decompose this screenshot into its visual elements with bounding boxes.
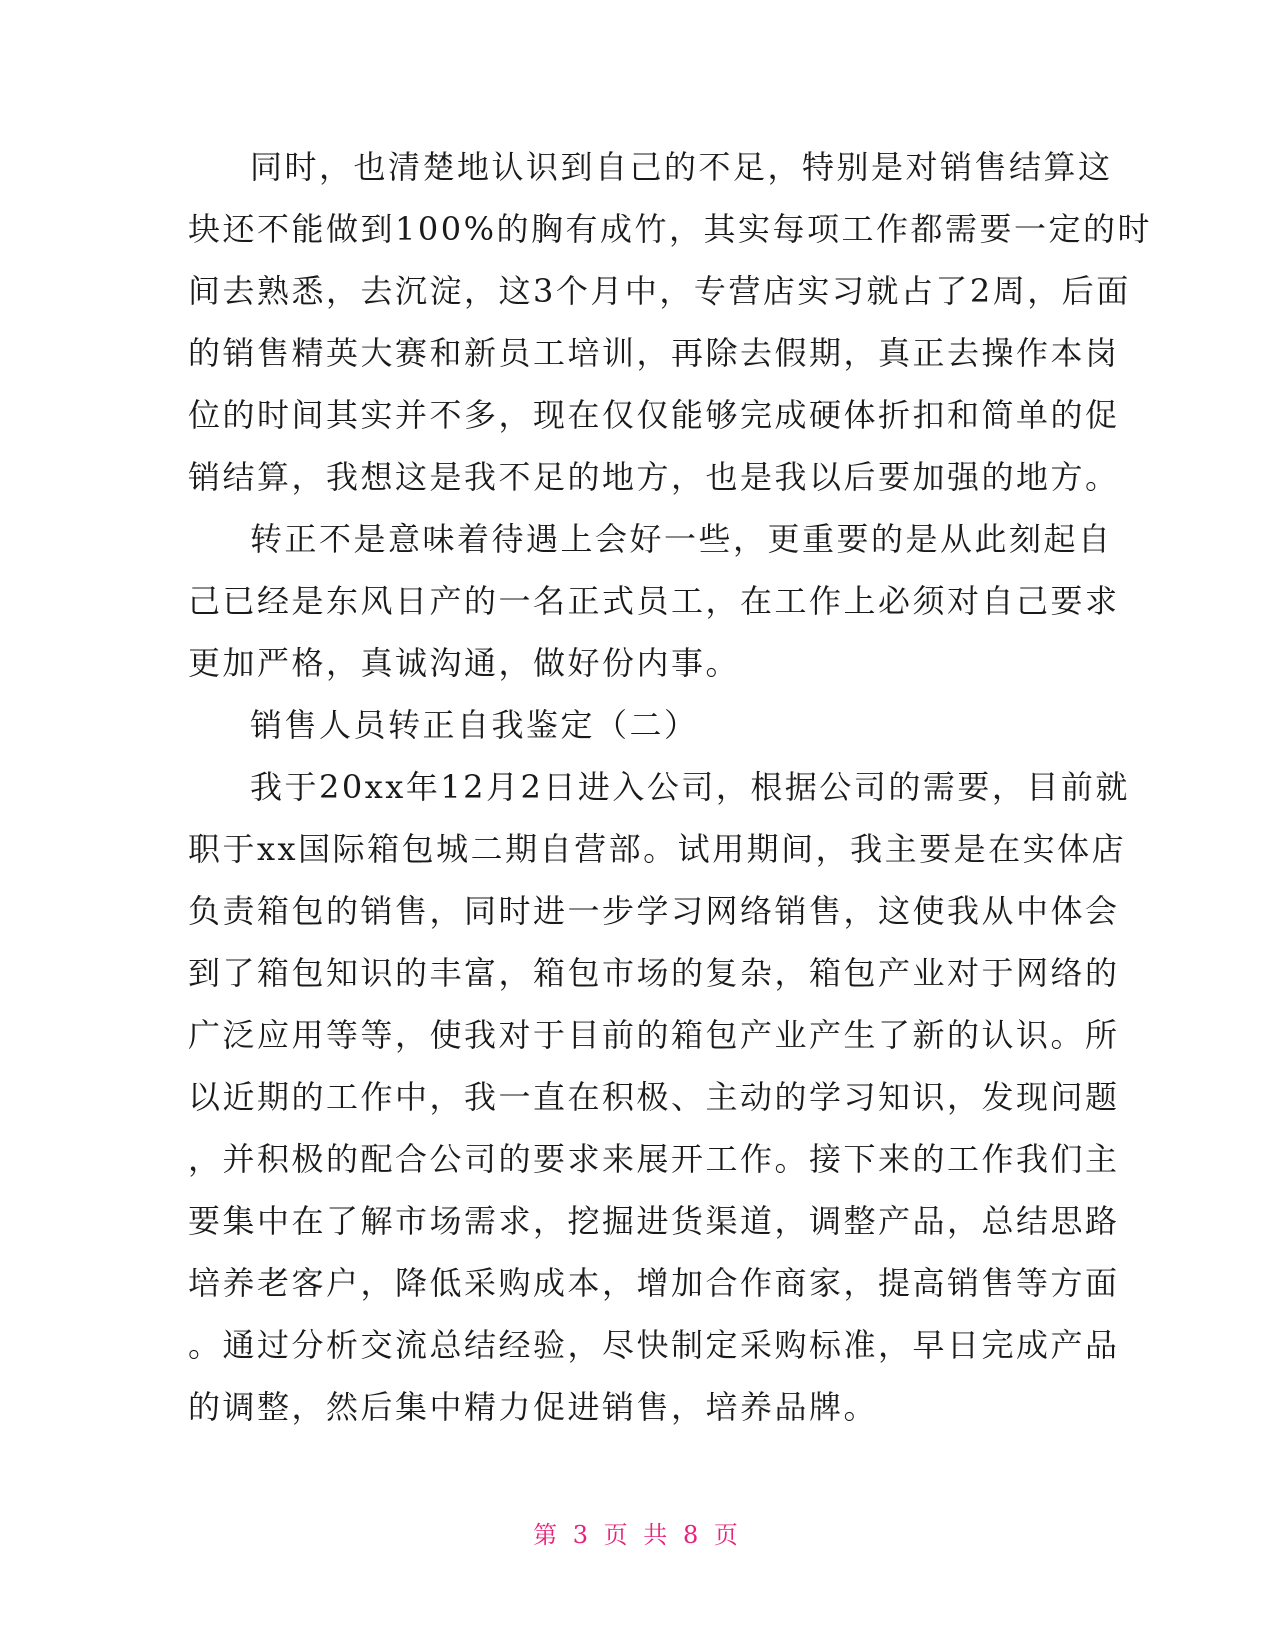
paragraph-line: 的销售精英大赛和新员工培训，再除去假期，真正去操作本岗 xyxy=(188,334,1120,372)
paragraph-line: 负责箱包的销售，同时进一步学习网络销售，这使我从中体会 xyxy=(188,892,1120,930)
paragraph-line: 位的时间其实并不多，现在仅仅能够完成硬体折扣和简单的促 xyxy=(188,396,1120,434)
paragraph-line: 的调整，然后集中精力促进销售，培养品牌。 xyxy=(188,1388,879,1426)
paragraph-line: 培养老客户，降低采购成本，增加合作商家，提高销售等方面 xyxy=(188,1264,1120,1302)
paragraph-line: 我于20xx年12月2日进入公司，根据公司的需要，目前就 xyxy=(250,768,1130,806)
paragraph-line: 职于xx国际箱包城二期自营部。试用期间，我主要是在实体店 xyxy=(188,830,1127,868)
paragraph-line: 更加严格，真诚沟通，做好份内事。 xyxy=(188,644,741,682)
paragraph-line: 广泛应用等等，使我对于目前的箱包产业产生了新的认识。所 xyxy=(188,1016,1120,1054)
paragraph-line: ，并积极的配合公司的要求来展开工作。接下来的工作我们主 xyxy=(188,1140,1120,1178)
paragraph-line: 己已经是东风日产的一名正式员工，在工作上必须对自己要求 xyxy=(188,582,1120,620)
paragraph-line: 要集中在了解市场需求，挖掘进货渠道，调整产品，总结思路 xyxy=(188,1202,1120,1240)
paragraph-line: 销结算，我想这是我不足的地方，也是我以后要加强的地方。 xyxy=(188,458,1120,496)
paragraph-line: 。通过分析交流总结经验，尽快制定采购标准，早日完成产品 xyxy=(188,1326,1120,1364)
paragraph-line: 以近期的工作中，我一直在积极、主动的学习知识，发现问题 xyxy=(188,1078,1120,1116)
paragraph-line: 块还不能做到100%的胸有成竹，其实每项工作都需要一定的时 xyxy=(188,210,1152,248)
paragraph-line: 转正不是意味着待遇上会好一些，更重要的是从此刻起自 xyxy=(250,520,1113,558)
paragraph-line: 同时，也清楚地认识到自己的不足，特别是对销售结算这 xyxy=(250,148,1113,186)
page-number-footer: 第 3 页 共 8 页 xyxy=(533,1521,742,1549)
section-heading: 销售人员转正自我鉴定（二） xyxy=(250,706,699,744)
paragraph-line: 间去熟悉，去沉淀，这3个月中，专营店实习就占了2周，后面 xyxy=(188,272,1131,310)
paragraph-line: 到了箱包知识的丰富，箱包市场的复杂，箱包产业对于网络的 xyxy=(188,954,1120,992)
